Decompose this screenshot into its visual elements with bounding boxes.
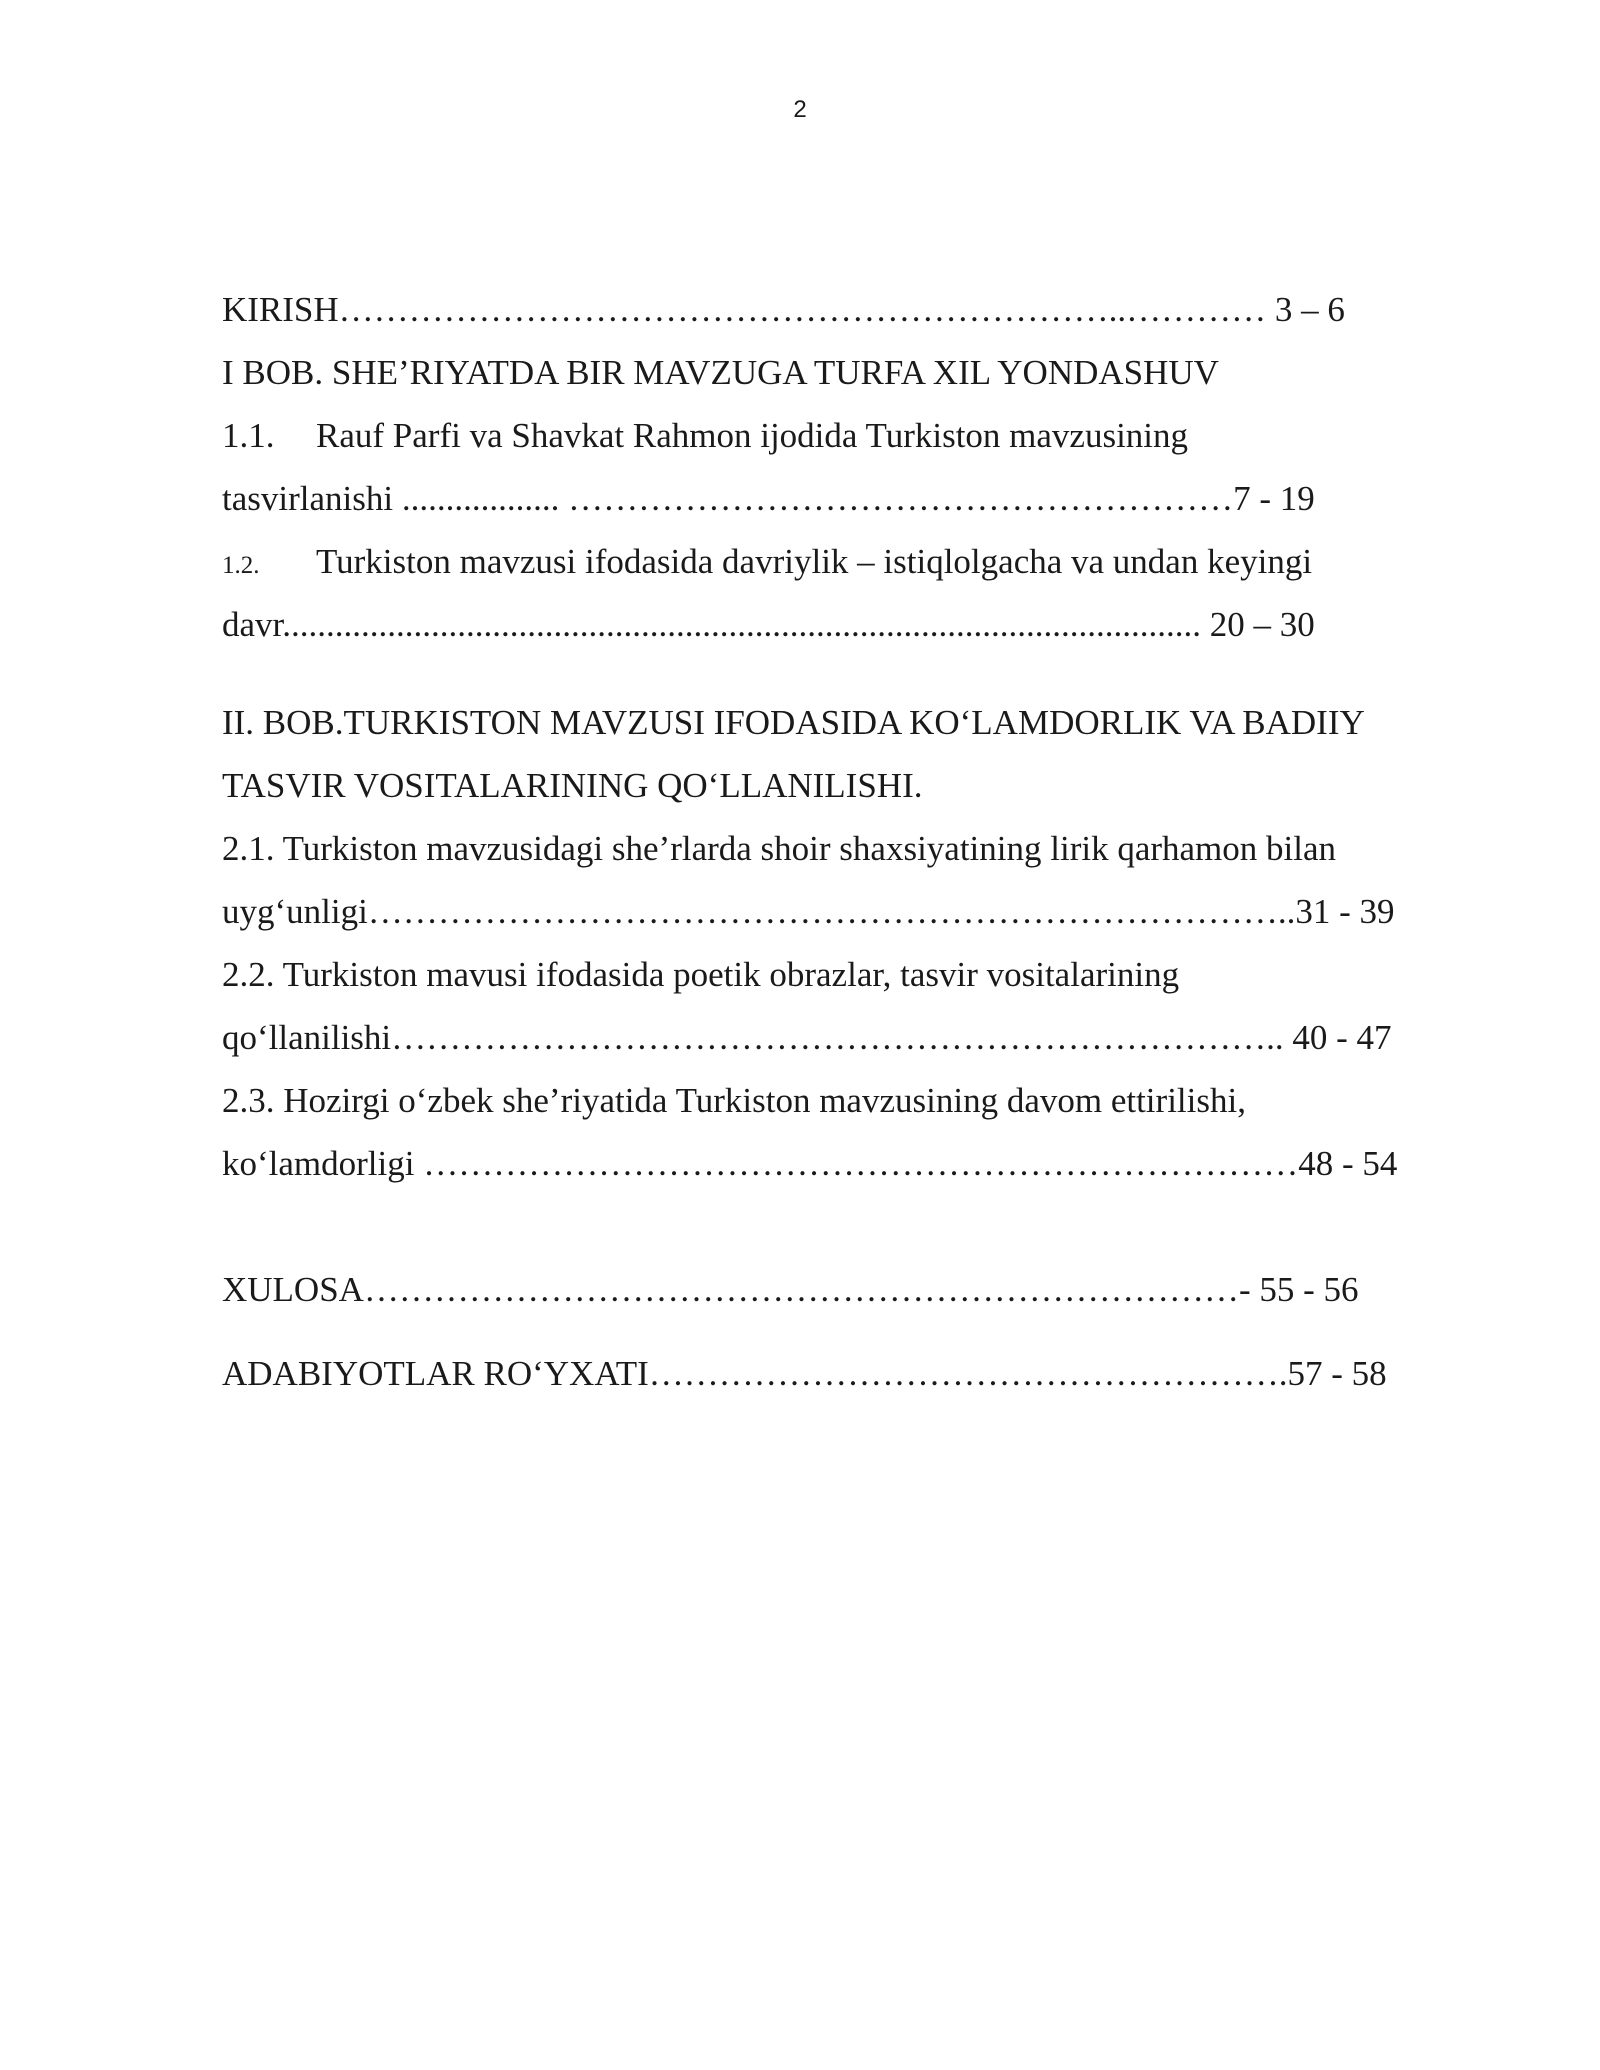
toc-section-1-1 bbox=[222, 413, 1490, 459]
toc-chapter-2-title-cont: TASVIR VOSITALARINING QO‘LLANILISHI. bbox=[222, 766, 923, 805]
toc-section-2-3-page: ko‘lamdorligi …………………………………………………………………48 - 54 bbox=[222, 1144, 1398, 1183]
toc-section-2-1-page: uyg‘unligi……………………………………………………………………..31 - 39 bbox=[222, 892, 1395, 931]
toc-section-1-1-page: tasvirlanishi .................. …………………………………………………7 - 19 bbox=[222, 479, 1315, 518]
toc-entry-kirish: KIRISH…………………………………………………………..………… 3 – 6 bbox=[222, 290, 1345, 329]
toc-section-1-2-page: davr......................................................................................................... 20 – 30 bbox=[222, 605, 1315, 644]
toc-section-title: Rauf Parfi va Shavkat Rahmon ijodida Turkiston mavzusining bbox=[316, 416, 1189, 455]
toc-entry-xulosa: XULOSA…………………………………………………………………- 55 - 56 bbox=[222, 1270, 1359, 1309]
toc-section-number: 1.1. bbox=[222, 416, 275, 455]
toc-chapter-1-title: I BOB. SHE’RIYATDA BIR MAVZUGA TURFA XIL YONDASHUV bbox=[222, 353, 1219, 392]
toc-section-2-2-page: qo‘llanilishi………………………………………………………………….. 40 - 47 bbox=[222, 1018, 1392, 1057]
toc-section-title: Turkiston mavzusi ifodasida davriylik – istiqlolgacha va undan keyingi bbox=[316, 542, 1313, 581]
toc-chapter-2-title: II. BOB.TURKISTON MAVZUSI IFODASIDA KO‘LAMDORLIK VA BADIIY bbox=[222, 703, 1365, 742]
toc-section-2-2: 2.2. Turkiston mavusi ifodasida poetik obrazlar, tasvir vositalarining bbox=[222, 955, 1180, 994]
page-number: 2 bbox=[793, 96, 807, 123]
toc-section-number: 1.2. bbox=[222, 552, 260, 579]
toc-section-1-2 bbox=[222, 539, 1490, 585]
toc-entry-adabiyotlar: ADABIYOTLAR RO‘YXATI……………………………………………….57 - 58 bbox=[222, 1354, 1387, 1393]
toc-section-2-1: 2.1. Turkiston mavzusidagi she’rlarda shoir shaxsiyatining lirik qarhamon bilan bbox=[222, 829, 1337, 868]
toc-section-2-3: 2.3. Hozirgi o‘zbek she’riyatida Turkiston mavzusining davom ettirilishi, bbox=[222, 1081, 1246, 1120]
